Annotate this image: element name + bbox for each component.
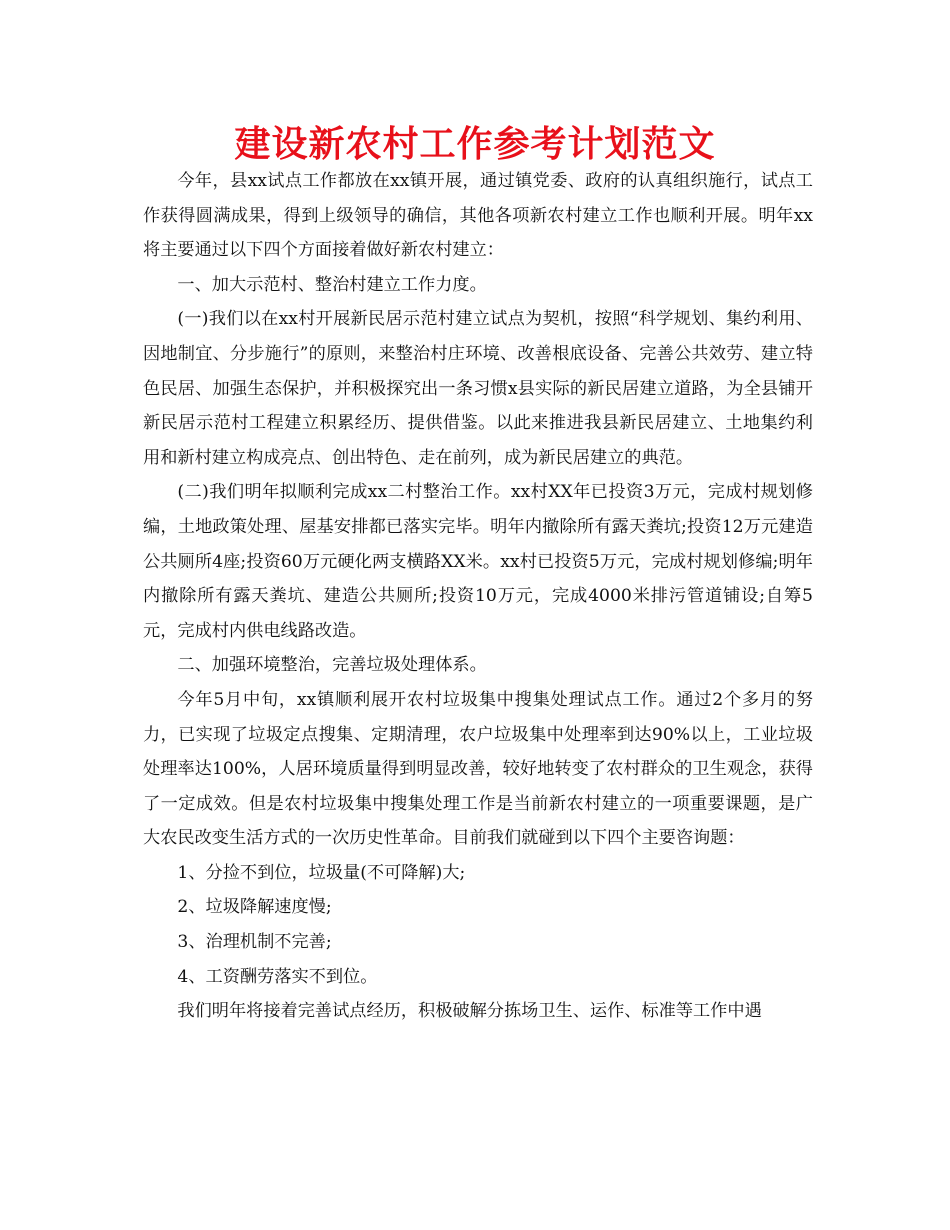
paragraph-2-1: 今年5月中旬，xx镇顺利展开农村垃圾集中搜集处理试点工作。通过2个多月的努力，已实现了垃圾定点搜集、定期清理，农户垃圾集中处理率到达90%以上，工业垃圾处理率达100%，人居环境质量得到明显改善，较好地转变了农村群众的卫生观念，获得了一定成效。但是农村垃圾集中搜集处理工作是当前新农村建立的一项重要课题，是广大农民改变生活方式的一次历史性革命。目前我们就碰到以下四个主要咨询题：: [143, 689, 813, 849]
paragraph-1-1: (一)我们以在xx村开展新民居示范村建立试点为契机，按照“科学规划、集约利用、因地制宜、分步施行”的原则，来整治村庄环境、改善根底设备、完善公共效劳、建立特色民居、加强生态保护，并积极探究出一条习惯x县实际的新民居建立道路，为全县铺开新民居示范村工程建立积累经历、提供借鉴。以此来推进我县新民居建立、土地集约利用和新村建立构成亮点、创出特色、走在前列，成为新民居建立的典范。: [143, 309, 813, 468]
document-title: 建设新农村工作参考计划范文: [234, 124, 716, 165]
list-item: 1、分捡不到位，垃圾量(不可降解)大;: [177, 862, 466, 883]
list-item: 2、垃圾降解速度慢;: [177, 897, 332, 918]
section-heading-2: 二、加强环境整治，完善垃圾处理体系。: [177, 655, 487, 676]
document-body: [143, 164, 813, 1029]
section-heading-1: 一、加大示范村、整治村建立工作力度。: [177, 274, 487, 295]
paragraph-intro: 今年，县xx试点工作都放在xx镇开展，通过镇党委、政府的认真组织施行，试点工作获得圆满成果，得到上级领导的确信，其他各项新农村建立工作也顺利开展。明年xx将主要通过以下四个方面接着做好新农村建立：: [143, 171, 813, 261]
list-item: 4、工资酬劳落实不到位。: [177, 966, 378, 987]
list-item: 3、治理机制不完善;: [177, 932, 332, 953]
paragraph-1-2: (二)我们明年拟顺利完成xx二村整治工作。xx村XX年已投资3万元，完成村规划修编，土地政策处理、屋基安排都已落实完毕。明年内撤除所有露天粪坑;投资12万元建造公共厕所4座;投资60万元硬化两支横路XX米。xx村已投资5万元，完成村规划修编;明年内撤除所有露天粪坑、建造公共厕所;投资10万元，完成4000米排污管道铺设;自筹5元，完成村内供电线路改造。: [143, 482, 813, 641]
paragraph-2-2: 我们明年将接着完善试点经历，积极破解分拣场卫生、运作、标准等工作中遇: [177, 1001, 762, 1022]
